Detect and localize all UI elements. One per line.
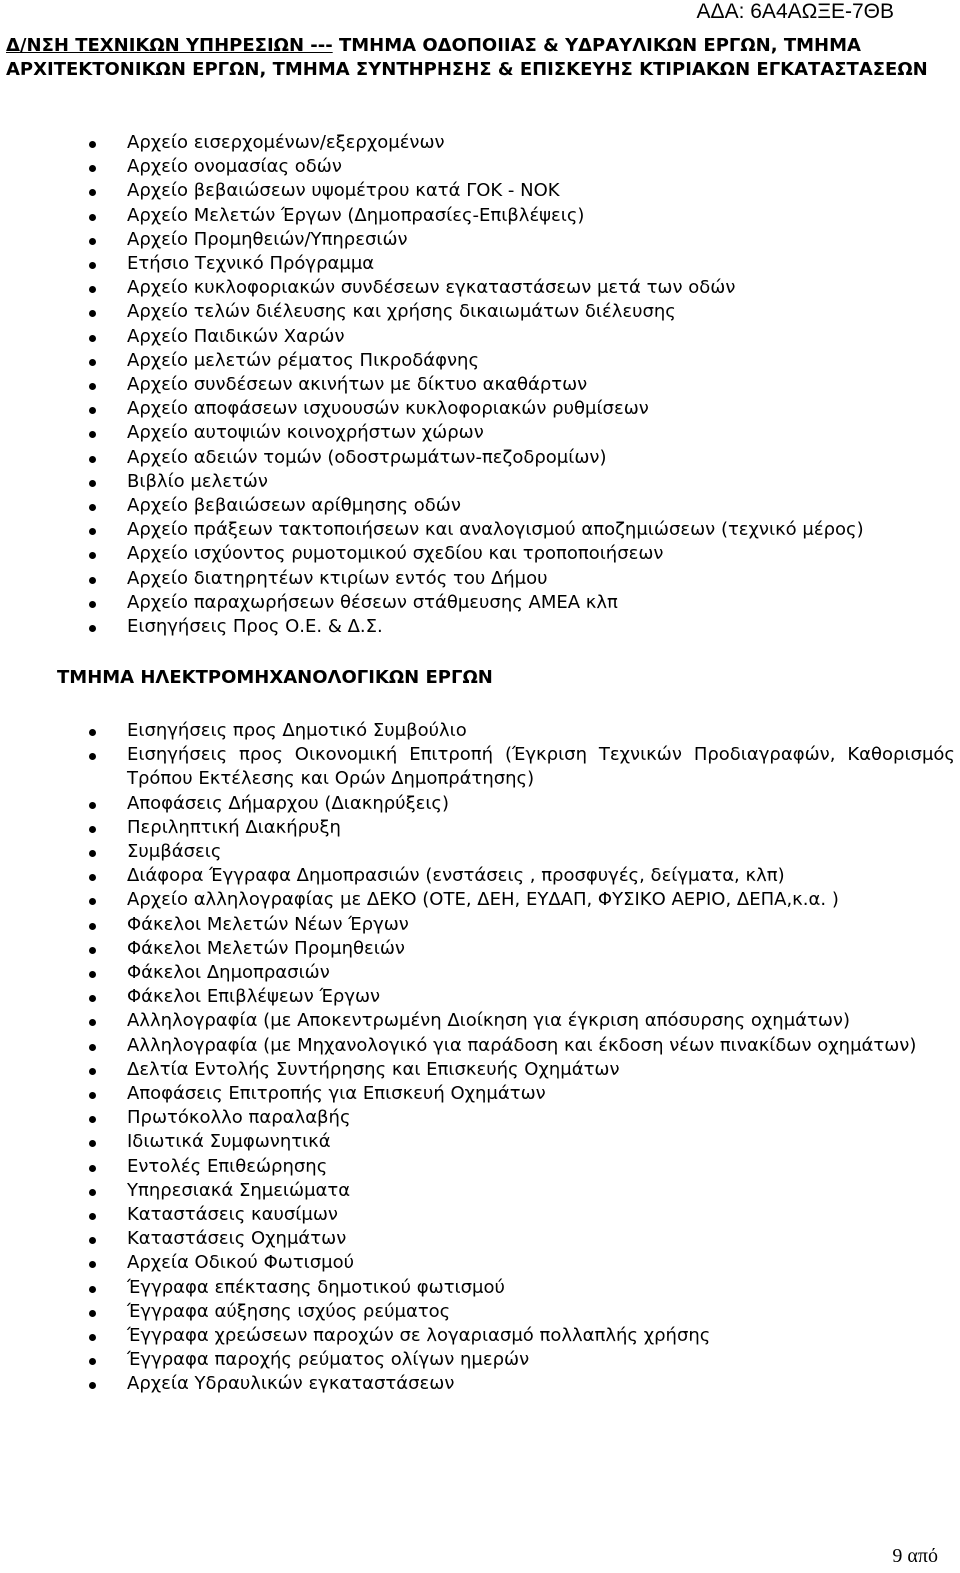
- list-item-text: Αρχείο βεβαιώσεων υψομέτρου κατά ΓΟΚ - ΝΟΚ: [127, 180, 560, 202]
- section-title-electromechanical: ΤΜΗΜΑ ΗΛΕΚΤΡΟΜΗΧΑΝΟΛΟΓΙΚΩΝ ΕΡΓΩΝ: [57, 667, 493, 688]
- list-item: [0, 518, 955, 542]
- list-item: [0, 131, 955, 155]
- list-item-text: Αλληλογραφία (με Αποκεντρωμένη Διοίκηση για έγκριση απόσυρσης οχημάτων): [127, 1010, 850, 1032]
- bullet-icon: [89, 1237, 96, 1244]
- bullet-icon: [89, 874, 96, 881]
- list-item-text: Αποφάσεις Επιτροπής για Επισκευή Οχημάτων: [127, 1083, 546, 1105]
- bullet-icon: [89, 1019, 96, 1026]
- list-item-text: Έγγραφα αύξησης ισχύος ρεύματος: [127, 1300, 451, 1322]
- bullet-icon: [89, 753, 96, 760]
- list-item-text: Περιληπτική Διακήρυξη: [127, 816, 341, 838]
- list-item: [0, 204, 955, 228]
- list-item: [0, 1034, 955, 1058]
- bullet-icon: [89, 1213, 96, 1220]
- list-item: [0, 397, 955, 421]
- bullet-icon: [89, 504, 96, 511]
- list-item-text: Αρχείο αδειών τομών (οδοστρωμάτων-πεζοδρομίων): [127, 446, 607, 468]
- list-item-text: Αρχείο βεβαιώσεων αρίθμησης οδών: [127, 495, 461, 517]
- bullet-icon: [89, 189, 96, 196]
- bullet-icon: [89, 480, 96, 487]
- bullet-icon: [89, 625, 96, 632]
- list-item-text: Αρχείο Μελετών Έργων (Δημοπρασίες-Επιβλέψεις): [127, 204, 585, 226]
- list-item-text: Εισηγήσεις προς Οικονομική Επιτροπή (Έγκριση Τεχνικών Προδιαγραφών, Καθορισμός Τρόπου Εκτέλεσης και Ορών Δημοπράτησης): [127, 744, 955, 790]
- list-item-text: Φάκελοι Δημοπρασιών: [127, 962, 330, 984]
- list-item-text: Αποφάσεις Δήμαρχου (Διακηρύξεις): [127, 792, 450, 814]
- list-item-text: Εισηγήσεις προς Δημοτικό Συμβούλιο: [127, 720, 467, 741]
- bullet-icon: [89, 359, 96, 366]
- list-item: [0, 1372, 955, 1396]
- list-item: [0, 179, 955, 203]
- list-item-text: Φάκελοι Επιβλέψεων Έργων: [127, 986, 381, 1008]
- list-item-text: Αρχείο συνδέσεων ακινήτων με δίκτυο ακαθάρτων: [127, 374, 588, 396]
- directorate-title: Δ/ΝΣΗ ΤΕΧΝΙΚΩΝ ΥΠΗΡΕΣΙΩΝ ---: [6, 35, 333, 56]
- list-item-text: Εισηγήσεις Προς Ο.Ε. & Δ.Σ.: [127, 616, 383, 638]
- bullet-icon: [89, 286, 96, 293]
- bullet-icon: [89, 552, 96, 559]
- list-item-text: Ετήσιο Τεχνικό Πρόγραμμα: [127, 253, 375, 275]
- list-item: [0, 1324, 955, 1348]
- bullet-icon: [89, 1165, 96, 1172]
- list-item-text: Έγγραφα χρεώσεων παροχών σε λογαριασμό πολλαπλής χρήσης: [127, 1325, 711, 1347]
- page-heading: [6, 34, 954, 82]
- bullet-icon: [89, 898, 96, 905]
- list-item: [0, 888, 955, 912]
- list-item: [0, 913, 955, 937]
- bullet-icon: [89, 238, 96, 245]
- list-item-text: Αρχεία Υδραυλικών εγκαταστάσεων: [127, 1373, 455, 1395]
- list-item: [0, 542, 955, 566]
- list-item: [0, 1130, 955, 1154]
- list-item: [0, 719, 955, 743]
- list-item: [0, 1106, 955, 1130]
- bullet-icon: [89, 601, 96, 608]
- list-item-text: Ιδιωτικά Συμφωνητικά: [127, 1131, 331, 1153]
- bullet-icon: [89, 826, 96, 833]
- bullet-icon: [89, 947, 96, 954]
- bullet-icon: [89, 383, 96, 390]
- list-item-text: Έγγραφα παροχής ρεύματος ολίγων ημερών: [127, 1349, 530, 1371]
- list-item: [0, 961, 955, 985]
- bullet-icon: [89, 1189, 96, 1196]
- bullet-icon: [89, 995, 96, 1002]
- list-item-text: Αρχείο αλληλογραφίας με ΔΕΚΟ (ΟΤΕ, ΔΕΗ, ΕΥΔΑΠ, ΦΥΣΙΚΟ ΑΕΡΙΟ, ΔΕΠΑ,κ.α. ): [127, 889, 839, 911]
- ada-code: ΑΔΑ: 6Α4ΑΩΞΕ-7ΘΒ: [696, 0, 894, 23]
- list-item: [0, 1179, 955, 1203]
- list-item-text: Καταστάσεις Οχημάτων: [127, 1228, 347, 1250]
- list-item: [0, 470, 955, 494]
- archive-list-technical: [0, 131, 955, 639]
- bullet-icon: [89, 923, 96, 930]
- list-item: [0, 816, 955, 840]
- list-item: [0, 1348, 955, 1372]
- list-item-text: Αρχείο μελετών ρέματος Πικροδάφνης: [127, 349, 480, 371]
- list-item: [0, 373, 955, 397]
- list-item: [0, 421, 955, 445]
- list-item: [0, 1155, 955, 1179]
- list-item: [0, 1227, 955, 1251]
- list-item-text: Καταστάσεις καυσίμων: [127, 1204, 338, 1226]
- list-item-text: Αρχείο παραχωρήσεων θέσεων στάθμευσης ΑΜΕΑ κλπ: [127, 591, 618, 613]
- list-item: [0, 494, 955, 518]
- list-item: [0, 864, 955, 888]
- list-item: [0, 349, 955, 373]
- list-item: [0, 300, 955, 324]
- bullet-icon: [89, 1044, 96, 1051]
- list-item: [0, 1203, 955, 1227]
- bullet-icon: [89, 528, 96, 535]
- list-item-text: Αρχείο εισερχομένων/εξερχομένων: [127, 132, 445, 153]
- departments-title: ΤΜΗΜΑ ΟΔΟΠΟΙΙΑΣ & ΥΔΡΑΥΛΙΚΩΝ ΕΡΓΩΝ, ΤΜΗΜΑ ΑΡΧΙΤΕΚΤΟΝΙΚΩΝ ΕΡΓΩΝ, ΤΜΗΜΑ ΣΥΝΤΗΡΗΣΗΣ & ΕΠΙΣΚΕΥΗΣ ΚΤΙΡΙΑΚΩΝ ΕΓΚΑΤΑΣΤΑΣΕΩΝ: [6, 35, 928, 80]
- list-item-text: Έγγραφα επέκτασης δημοτικού φωτισμού: [127, 1276, 505, 1298]
- list-item-text: Βιβλίο μελετών: [127, 470, 268, 492]
- bullet-icon: [89, 1310, 96, 1317]
- list-item-text: Αρχείο αποφάσεων ισχυουσών κυκλοφοριακών ρυθμίσεων: [127, 398, 649, 420]
- list-item: [0, 228, 955, 252]
- list-item: [0, 325, 955, 349]
- list-item: [0, 567, 955, 591]
- list-item: [0, 155, 955, 179]
- list-item-text: Αρχείο ονομασίας οδών: [127, 156, 342, 178]
- list-item-text: Αρχείο πράξεων τακτοποιήσεων και αναλογισμού αποζημιώσεων (τεχνικό μέρος): [127, 519, 864, 541]
- bullet-icon: [89, 1382, 96, 1389]
- list-item: [0, 1300, 955, 1324]
- bullet-icon: [89, 1140, 96, 1147]
- list-item-text: Αρχείο διατηρητέων κτιρίων εντός του Δήμου: [127, 567, 548, 589]
- bullet-icon: [89, 577, 96, 584]
- list-item-text: Φάκελοι Μελετών Προμηθειών: [127, 937, 405, 959]
- bullet-icon: [89, 971, 96, 978]
- list-item-text: Αρχεία Οδικού Φωτισμού: [127, 1252, 355, 1274]
- list-item-text: Αρχείο τελών διέλευσης και χρήσης δικαιωμάτων διέλευσης: [127, 301, 676, 323]
- list-item-text: Συμβάσεις: [127, 841, 222, 863]
- bullet-icon: [89, 165, 96, 172]
- bullet-icon: [89, 1068, 96, 1075]
- list-item: [0, 591, 955, 615]
- list-item-text: Εντολές Επιθεώρησης: [127, 1155, 328, 1177]
- list-item: [0, 1082, 955, 1106]
- bullet-icon: [89, 1092, 96, 1099]
- list-item-text: Αρχείο ισχύοντος ρυμοτομικού σχεδίου και τροποποιήσεων: [127, 543, 664, 565]
- list-item: [0, 985, 955, 1009]
- list-item: [0, 252, 955, 276]
- list-item-text: Υπηρεσιακά Σημειώματα: [127, 1179, 351, 1201]
- list-item-text: Διάφορα Έγγραφα Δημοπρασιών (ενστάσεις , προσφυγές, δείγματα, κλπ): [127, 865, 785, 887]
- bullet-icon: [89, 310, 96, 317]
- bullet-icon: [89, 1286, 96, 1293]
- list-item-text: Αρχείο Παιδικών Χαρών: [127, 325, 345, 347]
- bullet-icon: [89, 1358, 96, 1365]
- list-item: [0, 1251, 955, 1275]
- list-item: [0, 615, 955, 639]
- list-item-text: Αλληλογραφία (με Μηχανολογικό για παράδοση και έκδοση νέων πινακίδων οχημάτων): [127, 1034, 917, 1056]
- bullet-icon: [89, 335, 96, 342]
- list-item-text: Φάκελοι Μελετών Νέων Έργων: [127, 913, 409, 935]
- list-item-text: Δελτία Εντολής Συντήρησης και Επισκευής Οχημάτων: [127, 1058, 620, 1080]
- list-item: [0, 446, 955, 470]
- list-item: [0, 937, 955, 961]
- bullet-icon: [89, 1334, 96, 1341]
- bullet-icon: [89, 431, 96, 438]
- list-item-text: Πρωτόκολλο παραλαβής: [127, 1107, 351, 1129]
- bullet-icon: [89, 1116, 96, 1123]
- list-item-text: Αρχείο κυκλοφοριακών συνδέσεων εγκαταστάσεων μετά των οδών: [127, 277, 736, 299]
- bullet-icon: [89, 407, 96, 414]
- bullet-icon: [89, 802, 96, 809]
- list-item: [0, 1276, 955, 1300]
- list-item: [0, 743, 955, 791]
- list-item: [0, 276, 955, 300]
- bullet-icon: [89, 141, 96, 148]
- list-item-text: Αρχείο Προμηθειών/Υπηρεσιών: [127, 228, 408, 250]
- bullet-icon: [89, 214, 96, 221]
- bullet-icon: [89, 729, 96, 736]
- bullet-icon: [89, 1261, 96, 1268]
- list-item: [0, 840, 955, 864]
- list-item: [0, 792, 955, 816]
- list-item: [0, 1058, 955, 1082]
- bullet-icon: [89, 262, 96, 269]
- page-number: 9 από: [892, 1545, 938, 1567]
- list-item: [0, 1009, 955, 1033]
- bullet-icon: [89, 456, 96, 463]
- archive-list-electromechanical: [0, 719, 955, 1397]
- list-item-text: Αρχείο αυτοψιών κοινοχρήστων χώρων: [127, 422, 484, 444]
- bullet-icon: [89, 850, 96, 857]
